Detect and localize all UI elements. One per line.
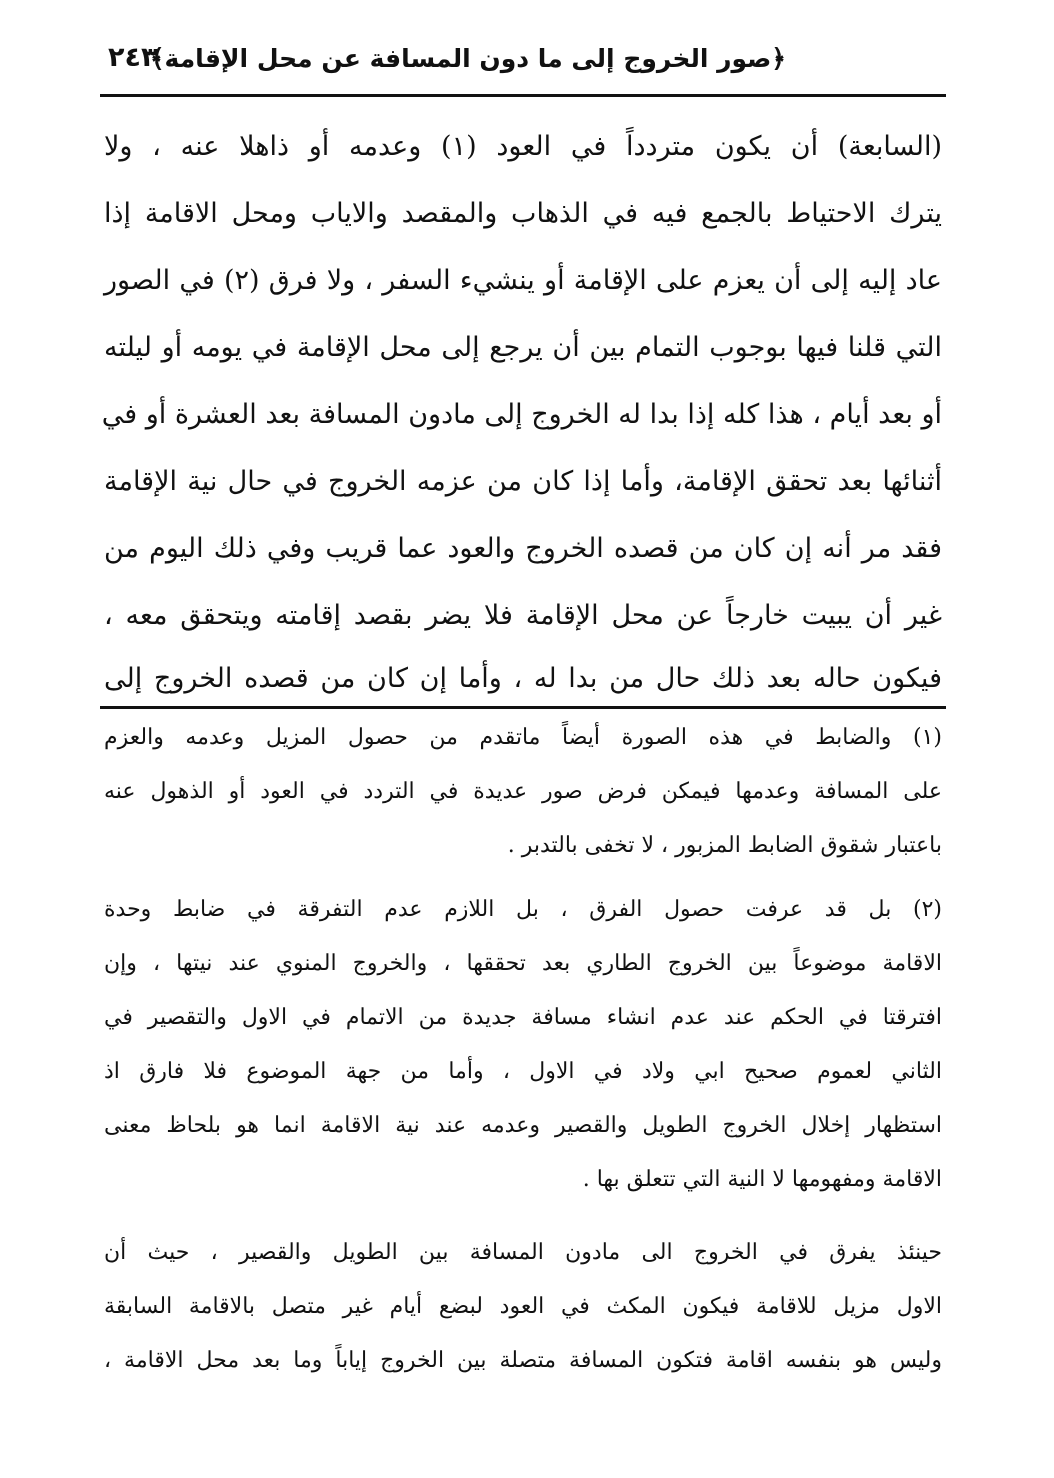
body-line: عاد إليه إلى أن يعزم على الإقامة أو ينشيء السفر ، ولا فرق (٢) في الصور — [104, 265, 942, 296]
body-line: غير أن يبيت خارجاً عن محل الإقامة فلا يضر بقصد إقامته ويتحقق معه ، — [104, 600, 942, 631]
body-line: أثنائها بعد تحقق الإقامة، وأما إذا كان من عزمه الخروج في حال نية الإقامة — [104, 466, 942, 497]
footnote-line: (١) والضابط في هذه الصورة أيضاً ماتقدم من حصول المزيل وعدمه والعزم — [104, 725, 942, 750]
footnote-line: باعتبار شقوق الضابط المزبور ، لا تخفى بالتدبر . — [507, 833, 942, 858]
body-line: يترك الاحتياط بالجمع فيه في الذهاب والمقصد والاياب ومحل الاقامة إذا — [104, 198, 942, 229]
footnote-line: (٢) بل قد عرفت حصول الفرق ، بل اللازم عدم التفرقة في ضابط وحدة — [104, 897, 942, 922]
footnote-line: استظهار إخلال الخروج الطويل والقصير وعدمه عند نية الاقامة انما هو بلحاظ معنى — [104, 1113, 942, 1138]
footnote-line: الاول مزيل للاقامة فيكون المكث في العود لبضع أيام غير متصل بالاقامة السابقة — [104, 1294, 942, 1319]
body-line: فيكون حاله بعد ذلك حال من بدا له ، وأما إن كان من قصده الخروج إلى — [104, 663, 942, 694]
page-header — [100, 40, 946, 90]
body-line: (السابعة) أن يكون متردداً في العود (١) وعدمه أو ذاهلا عنه ، ولا — [104, 131, 942, 162]
body-line: التي قلنا فيها بوجوب التمام بين أن يرجع إلى محل الإقامة في يومه أو ليلته — [104, 332, 942, 363]
footnote-line: وليس هو بنفسه اقامة فتكون المسافة متصلة بين الخروج إياباً وما بعد محل الاقامة ، — [104, 1348, 942, 1373]
page-number: ٢٤٣ — [108, 42, 158, 73]
footnote-line: افترقتا في الحكم عند عدم انشاء مسافة جديدة من الاتمام في الاول والتقصير في — [104, 1005, 942, 1030]
footnote-line: الاقامة موضوعاً بين الخروج الطاري بعد تحققها ، والخروج المنوي عند نيتها ، وإن — [104, 951, 942, 976]
footnote-line: الثاني لعموم صحيح ابي ولاد في الاول ، وأما من جهة الموضوع فلا فارق اذ — [104, 1059, 942, 1084]
footnote-line: على المسافة وعدمها فيمكن فرض صور عديدة في التردد في العود أو الذهول عنه — [104, 779, 942, 804]
running-title: ﴿صور الخروج إلى ما دون المسافة عن محل الإقامة﴾ — [149, 44, 786, 73]
footnote-line: حينئذ يفرق في الخروج الى مادون المسافة بين الطويل والقصير ، حيث أن — [104, 1240, 942, 1265]
header-divider — [100, 94, 946, 97]
body-line: أو بعد أيام ، هذا كله إذا بدا له الخروج إلى مادون المسافة بعد العشرة أو في — [101, 399, 942, 430]
footnote-line: الاقامة ومفهومها لا النية التي تتعلق بها . — [582, 1167, 942, 1192]
body-line: فقد مر أنه إن كان من قصده الخروج والعود عما قريب وفي ذلك اليوم من — [104, 533, 942, 564]
footnote-divider — [100, 706, 946, 709]
